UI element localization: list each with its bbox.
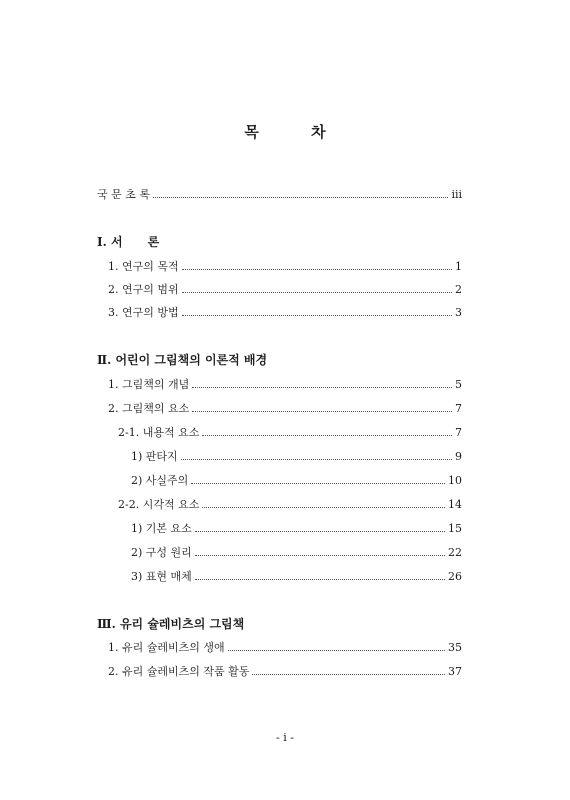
section-heading-3[interactable]: Ⅲ. 유리 슐레비츠의 그림책 <box>97 617 245 631</box>
dot-leader <box>182 292 452 293</box>
section-heading-1[interactable]: Ⅰ. 서 론 <box>97 235 160 249</box>
toc-entry-label: 3. 연구의 방법 <box>108 306 179 319</box>
toc-entry-label: 1. 유리 슐레비츠의 생애 <box>108 641 225 654</box>
dot-leader <box>228 650 445 651</box>
toc-entry-page: 37 <box>448 665 462 678</box>
toc-entry[interactable] <box>108 281 462 297</box>
toc-entry-label: 2) 사실주의 <box>131 474 189 487</box>
toc-entry[interactable] <box>108 376 462 392</box>
toc-entry[interactable] <box>108 400 462 416</box>
toc-entry-page: 7 <box>455 426 462 439</box>
toc-entry-label: 2. 그림책의 요소 <box>108 402 190 415</box>
dot-leader <box>202 507 445 508</box>
toc-entry-label: 2-2. 시각적 요소 <box>118 498 200 511</box>
toc-entry-label: 3) 표현 매체 <box>131 570 192 583</box>
dot-leader <box>202 435 452 436</box>
toc-entry[interactable] <box>118 424 462 440</box>
toc-entry[interactable] <box>108 639 462 655</box>
toc-entry-label: 1) 판타지 <box>131 450 178 463</box>
page-number-footer: - i - <box>276 731 294 744</box>
toc-entry[interactable] <box>108 663 462 679</box>
dot-leader <box>252 674 445 675</box>
toc-entry-page: 1 <box>455 260 462 273</box>
toc-entry-page: 7 <box>455 402 462 415</box>
dot-leader <box>195 531 445 532</box>
page-title: 목 차 <box>244 123 326 141</box>
dot-leader <box>192 411 452 412</box>
toc-entry[interactable] <box>118 496 462 512</box>
dot-leader <box>181 459 452 460</box>
toc-entry-label: 2) 구성 원리 <box>131 546 192 559</box>
toc-entry-page: 9 <box>455 450 462 463</box>
toc-entry-page: 10 <box>448 474 462 487</box>
section-heading-2[interactable]: Ⅱ. 어린이 그림책의 이론적 배경 <box>97 353 268 367</box>
toc-entry-label: 1) 기본 요소 <box>131 522 192 535</box>
toc-entry-page: 3 <box>455 306 462 319</box>
toc-entry-page: iii <box>451 188 462 201</box>
toc-entry-label: 국 문 초 록 <box>97 188 150 201</box>
toc-entry-page: 35 <box>448 641 462 654</box>
toc-entry[interactable] <box>131 448 462 464</box>
toc-entry-label: 2. 유리 슐레비츠의 작품 활동 <box>108 665 250 678</box>
toc-entry-label: 1. 그림책의 개념 <box>108 378 190 391</box>
dot-leader <box>192 387 452 388</box>
dot-leader <box>195 579 445 580</box>
toc-entry-label: 1. 연구의 목적 <box>108 260 179 273</box>
dot-leader <box>182 315 452 316</box>
toc-entry[interactable] <box>131 520 462 536</box>
toc-entry-page: 15 <box>448 522 462 535</box>
toc-entry-label: 2. 연구의 범위 <box>108 283 179 296</box>
toc-entry-page: 5 <box>455 378 462 391</box>
toc-entry-abstract[interactable] <box>97 186 462 202</box>
toc-entry[interactable] <box>131 544 462 560</box>
toc-entry-page: 22 <box>448 546 462 559</box>
dot-leader <box>195 555 445 556</box>
dot-leader <box>182 269 452 270</box>
toc-entry[interactable] <box>108 304 462 320</box>
toc-entry[interactable] <box>131 568 462 584</box>
toc-entry[interactable] <box>131 472 462 488</box>
dot-leader <box>191 483 445 484</box>
toc-entry-label: 2-1. 내용적 요소 <box>118 426 200 439</box>
toc-entry-page: 26 <box>448 570 462 583</box>
toc-entry-page: 2 <box>455 283 462 296</box>
toc-entry[interactable] <box>108 258 462 274</box>
toc-entry-page: 14 <box>448 498 462 511</box>
dot-leader <box>153 197 448 198</box>
